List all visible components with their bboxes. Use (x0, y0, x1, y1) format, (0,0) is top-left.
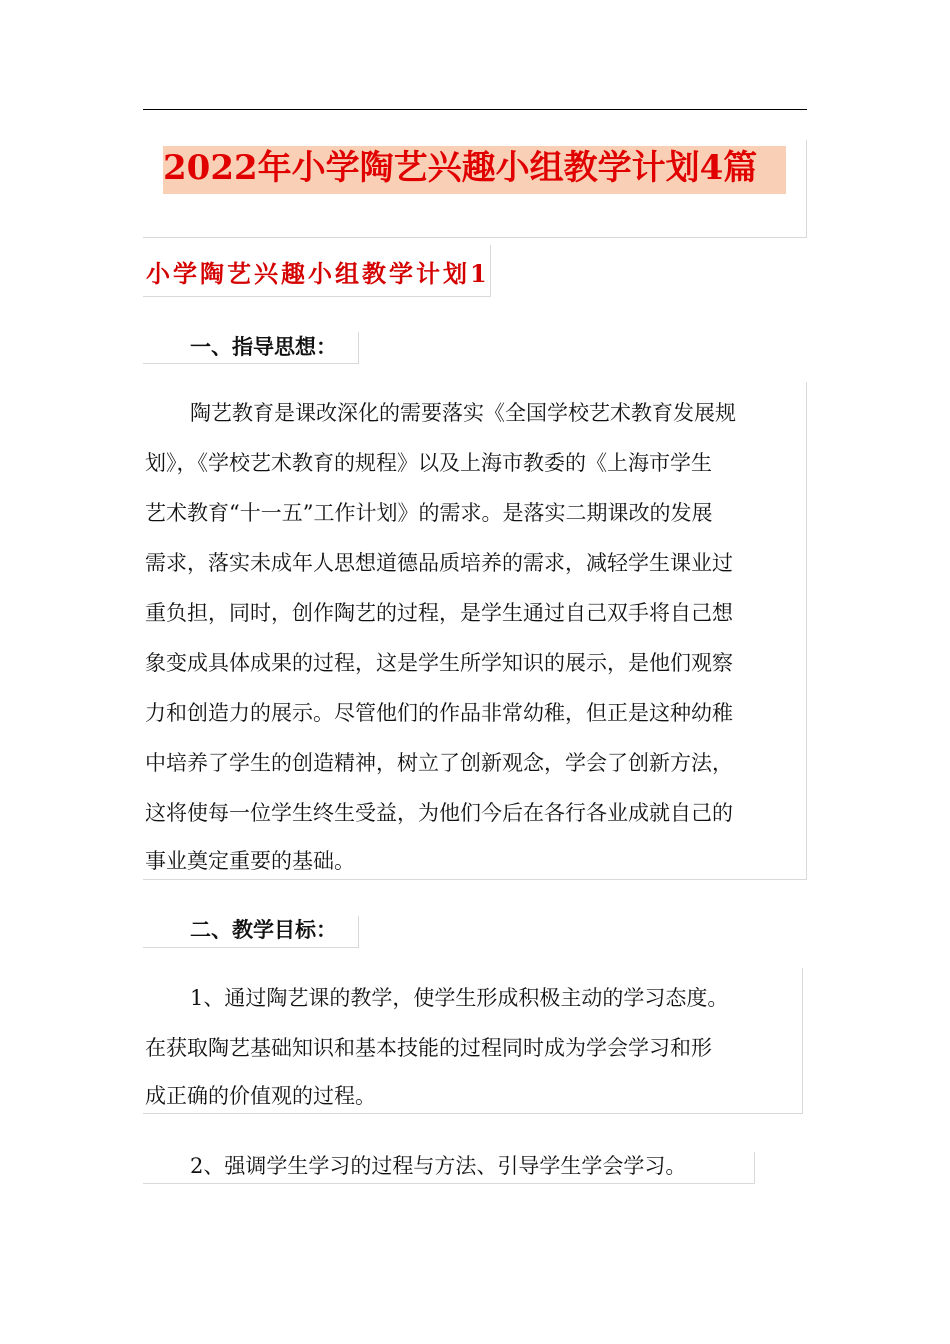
paragraph-line: 中培养了学生的创造精神，树立了创新观念，学会了创新方法， (145, 751, 733, 775)
paragraph-line: 重负担，同时，创作陶艺的过程，是学生通过自己双手将自己想 (145, 601, 733, 625)
paragraph-line: 象变成具体成果的过程，这是学生所学知识的展示，是他们观察 (145, 651, 733, 675)
paragraph-line: 需求，落实未成年人思想道德品质培养的需求，减轻学生课业过 (145, 551, 733, 575)
paragraph-line: 艺术教育“十一五”工作计划》的需求。是落实二期课改的发展 (145, 501, 713, 525)
paragraph-line: 划》，《学校艺术教育的规程》以及上海市教委的《上海市学生 (145, 451, 712, 475)
paragraph-line: 陶艺教育是课改深化的需要落实《全国学校艺术教育发展规 (190, 401, 736, 425)
goal-line: 1、通过陶艺课的教学，使学生形成积极主动的学习态度。 (190, 986, 729, 1010)
paragraph-line: 力和创造力的展示。尽管他们的作品非常幼稚，但正是这种幼稚 (145, 701, 733, 725)
goal-line: 成正确的价值观的过程。 (145, 1084, 376, 1108)
section-heading-teaching-goals: 二、教学目标： (190, 917, 337, 942)
paragraph-line: 这将使每一位学生终生受益，为他们今后在各行各业成就自己的 (145, 801, 733, 825)
top-rule (143, 109, 807, 110)
goal-line: 2、强调学生学习的过程与方法、引导学生学会学习。 (190, 1154, 687, 1178)
section-heading-guiding-ideas: 一、指导思想： (190, 334, 337, 359)
document-subtitle: 小学陶艺兴趣小组教学计划1 (146, 259, 490, 288)
goal-line: 在获取陶艺基础知识和基本技能的过程同时成为学会学习和形 (145, 1036, 712, 1060)
document-title: 2022年小学陶艺兴趣小组教学计划4篇 (163, 148, 758, 188)
paragraph-line: 事业奠定重要的基础。 (145, 849, 355, 873)
